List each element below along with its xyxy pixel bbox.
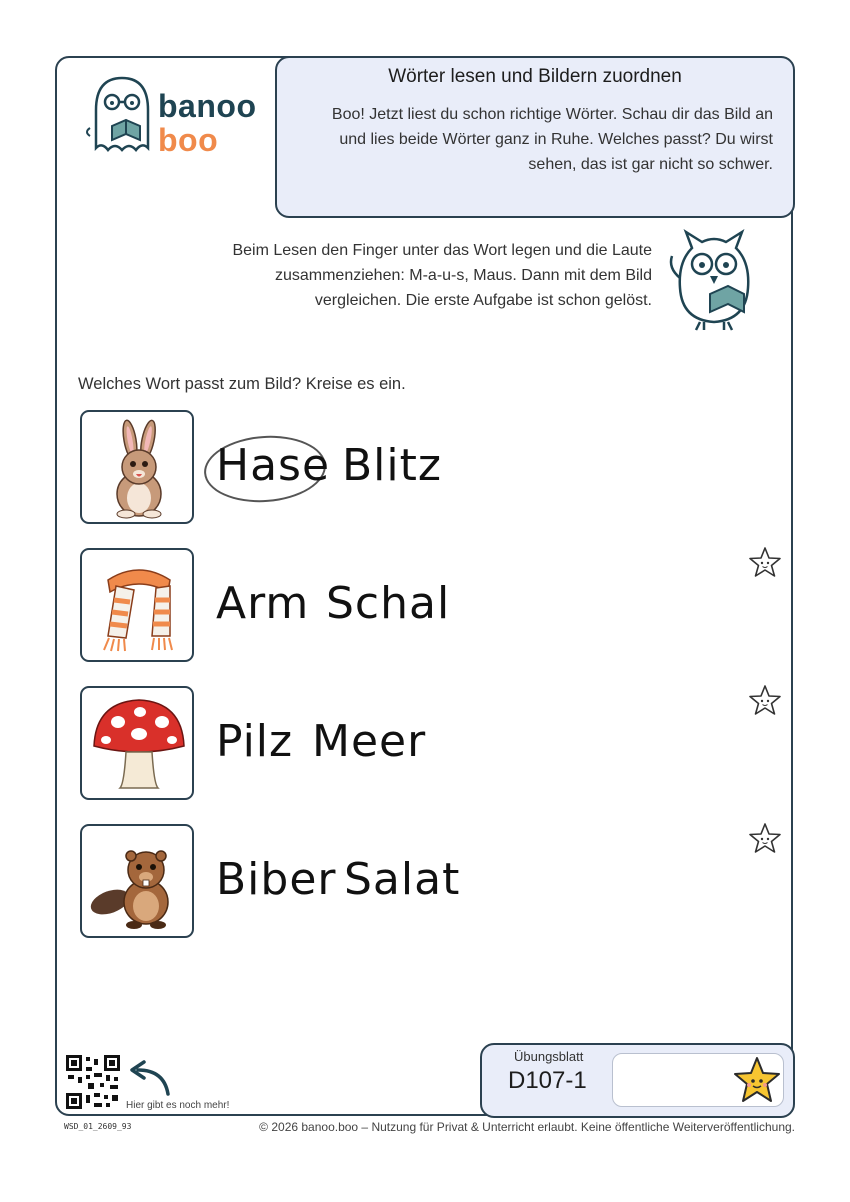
word-option[interactable]: Arm xyxy=(216,578,310,629)
sheet-code: WSD_01_2609_93 xyxy=(64,1122,132,1131)
sheet-label: Übungsblatt xyxy=(514,1049,584,1064)
word-option[interactable]: Hase xyxy=(216,440,331,491)
star-outline-icon xyxy=(748,822,782,854)
task-row-1 xyxy=(80,410,780,526)
word-option[interactable]: Meer xyxy=(312,716,427,767)
task-row-4 xyxy=(80,824,780,940)
header-line: Boo! Jetzt liest du schon richtige Wörter. Schau dir das Bild an xyxy=(331,106,773,123)
page-title: Wörter lesen und Bildern zuordnen xyxy=(388,66,682,87)
scarf-icon xyxy=(82,550,196,664)
hint-line: zusammenziehen: M-a-u-s, Maus. Dann mit dem Bild xyxy=(274,267,652,284)
ghost-reading-icon xyxy=(82,70,162,170)
task-row-2 xyxy=(80,548,780,664)
hint-line: vergleichen. Die erste Aufgabe ist schon gelöst. xyxy=(314,292,652,309)
task-row-3 xyxy=(80,686,780,802)
beaver-icon xyxy=(82,826,196,940)
qr-code-icon[interactable] xyxy=(66,1055,120,1109)
logo-word-banoo: banoo xyxy=(158,88,257,124)
word-option[interactable]: Schal xyxy=(326,578,451,629)
rabbit-icon xyxy=(82,412,196,526)
picture-box xyxy=(80,686,194,800)
word-option[interactable]: Biber xyxy=(216,854,337,905)
logo-word-boo: boo xyxy=(158,122,219,158)
picture-box xyxy=(80,548,194,662)
sheet-id: D107-1 xyxy=(508,1067,587,1094)
word-option[interactable]: Salat xyxy=(344,854,461,905)
owl-reading-icon xyxy=(664,228,764,334)
picture-box xyxy=(80,410,194,524)
curved-arrow-icon xyxy=(124,1060,174,1098)
header-intro xyxy=(293,102,773,177)
header-line: sehen, das ist gar nicht so schwer. xyxy=(528,156,773,173)
copyright: © 2026 banoo.boo – Nutzung für Privat & Unterricht erlaubt. Keine öffentliche Weiterveröffentlichung. xyxy=(259,1120,795,1134)
star-outline-icon xyxy=(748,546,782,578)
more-link-text[interactable]: Hier gibt es noch mehr! xyxy=(126,1100,230,1111)
header-box xyxy=(275,56,795,218)
word-option[interactable]: Blitz xyxy=(342,440,442,491)
mushroom-icon xyxy=(82,688,196,802)
star-outline-icon xyxy=(748,684,782,716)
star-filled-icon xyxy=(732,1056,782,1104)
picture-box xyxy=(80,824,194,938)
sheet-info-box xyxy=(480,1043,795,1118)
word-option[interactable]: Pilz xyxy=(216,716,294,767)
task-instruction: Welches Wort passt zum Bild? Kreise es ein. xyxy=(78,375,406,393)
reading-hint xyxy=(180,238,652,313)
hint-line: Beim Lesen den Finger unter das Wort legen und die Laute xyxy=(232,242,652,259)
logo xyxy=(82,70,272,170)
header-line: und lies beide Wörter ganz in Ruhe. Welches passt? Du wirst xyxy=(339,131,773,148)
